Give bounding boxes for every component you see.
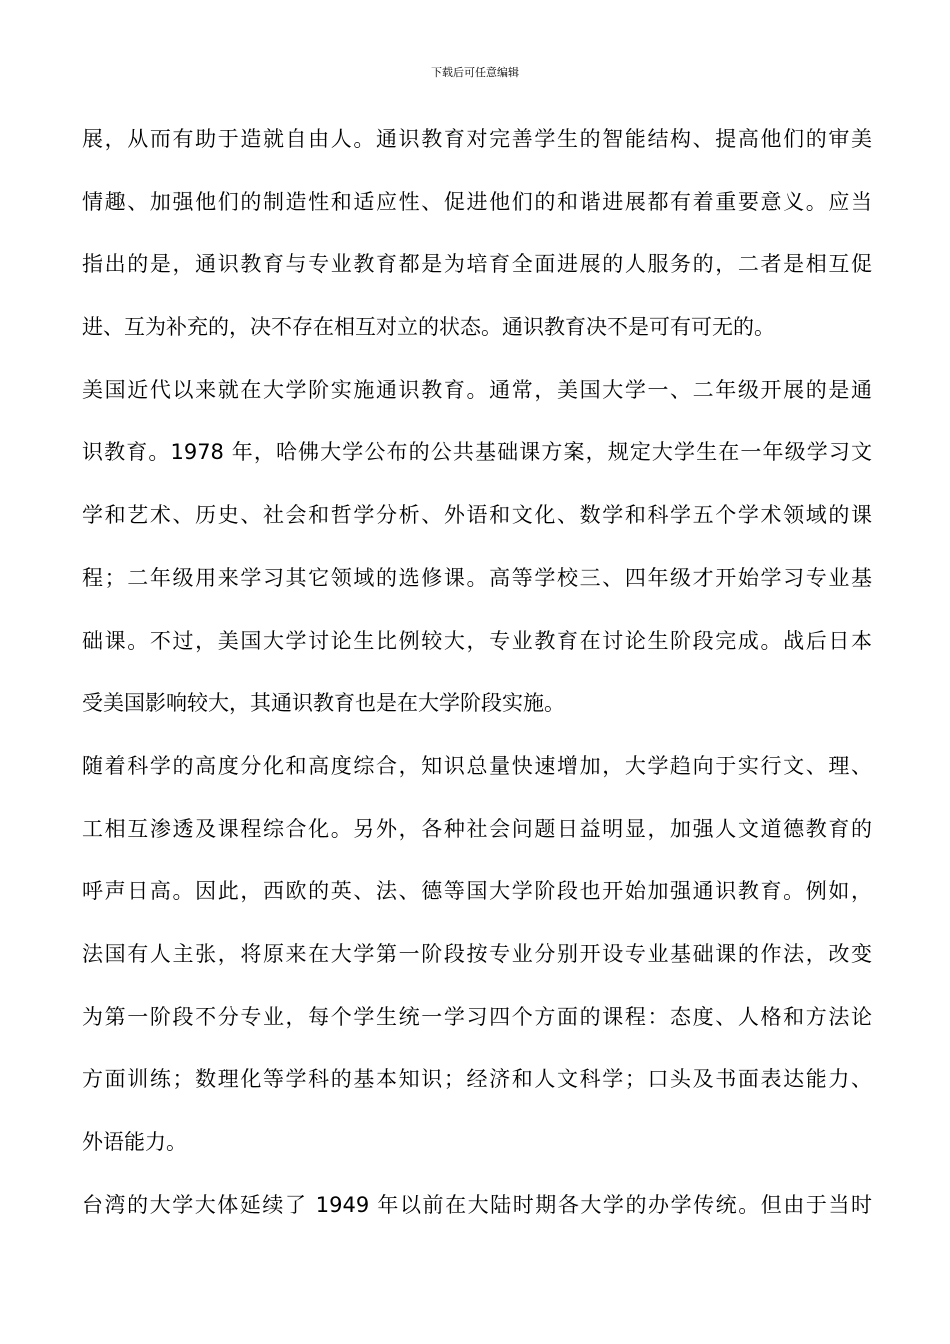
text-line: 台湾的大学大体延续了 1949 年以前在大陆时期各大学的办学传统。但由于当时 [82, 1192, 872, 1217]
text-line: 方面训练；数理化等学科的基本知识；经济和人文科学；口头及书面表达能力、 [82, 1067, 872, 1092]
text-line: 工相互渗透及课程综合化。另外，各种社会问题日益明显，加强人文道德教育的 [82, 816, 872, 841]
text-line: 础课。不过，美国大学讨论生比例较大，专业教育在讨论生阶段完成。战后日本 [82, 628, 872, 653]
text-line: 外语能力。 [82, 1130, 187, 1154]
text-line: 呼声日高。因此，西欧的英、法、德等国大学阶段也开始加强通识教育。例如， [82, 879, 872, 904]
paragraph-1 [82, 121, 872, 345]
paragraph-4 [82, 1187, 872, 1223]
text-line: 指出的是，通识教育与专业教育都是为培育全面进展的人服务的，二者是相互促 [82, 252, 872, 277]
document-body [82, 121, 872, 1249]
paragraph-2 [82, 372, 872, 721]
text-line: 美国近代以来就在大学阶实施通识教育。通常，美国大学一、二年级开展的是通 [82, 377, 872, 402]
page-header-note: 下载后可任意编辑 [431, 66, 519, 79]
text-line: 程；二年级用来学习其它领域的选修课。高等学校三、四年级才开始学习专业基 [82, 565, 872, 590]
paragraph-3 [82, 748, 872, 1160]
text-line: 受美国影响较大，其通识教育也是在大学阶段实施。 [82, 691, 565, 716]
text-line: 情趣、加强他们的制造性和适应性、促进他们的和谐进展都有着重要意义。应当 [82, 189, 872, 214]
text-line: 识教育。1978 年，哈佛大学公布的公共基础课方案，规定大学生在一年级学习文 [82, 440, 872, 465]
text-line: 法国有人主张，将原来在大学第一阶段按专业分别开设专业基础课的作法，改变 [82, 941, 872, 966]
text-line: 学和艺术、历史、社会和哲学分析、外语和文化、数学和科学五个学术领域的课 [82, 503, 872, 528]
text-line: 随着科学的高度分化和高度综合，知识总量快速增加，大学趋向于实行文、理、 [82, 753, 872, 778]
text-line: 展，从而有助于造就自由人。通识教育对完善学生的智能结构、提高他们的审美 [82, 127, 872, 151]
text-line: 为第一阶段不分专业，每个学生统一学习四个方面的课程：态度、人格和方法论 [82, 1004, 872, 1029]
text-line: 进、互为补充的，决不存在相互对立的状态。通识教育决不是可有可无的。 [82, 315, 775, 340]
